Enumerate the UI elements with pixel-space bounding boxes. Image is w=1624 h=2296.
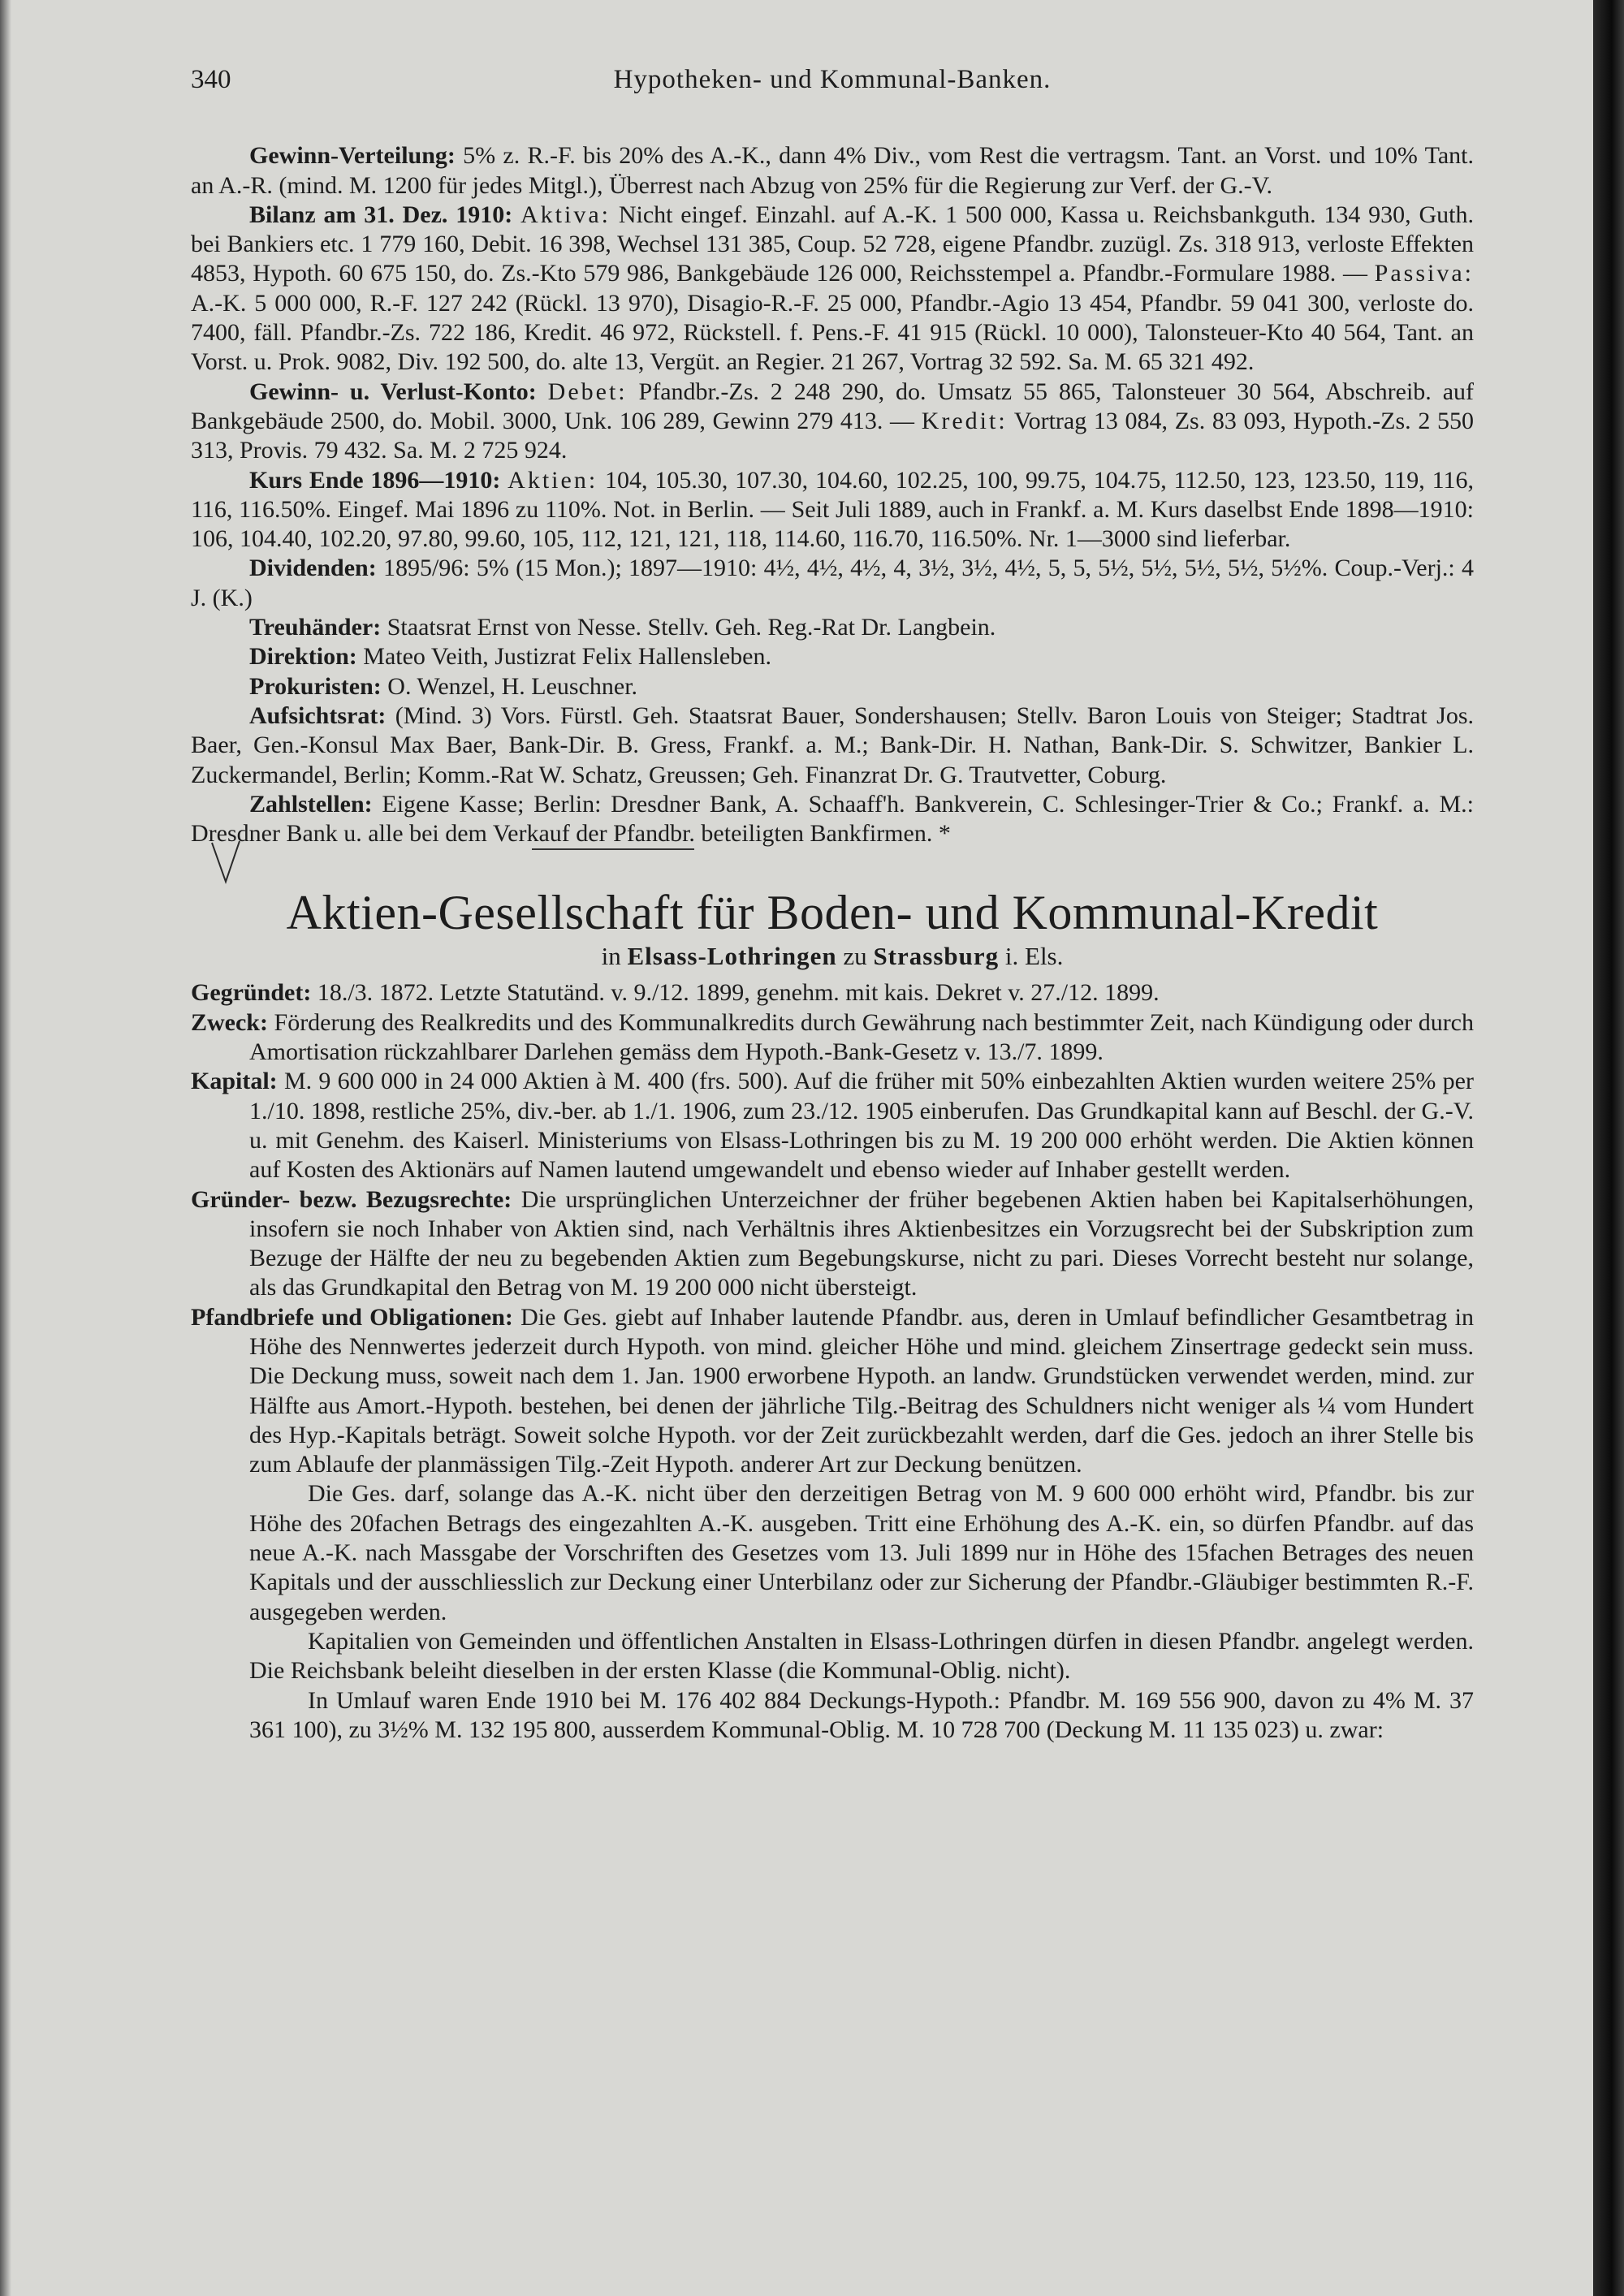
kapital-text: M. 9 600 000 in 24 000 Aktien à M. 400 (frs. 500). Auf die früher mit 50% einbezahlten Aktien wurden weitere 25% per 1./10. 1898, restliche 25%, div.-ber. ab 1./1. 1906, zum 23./12. 1905 einberufen. Das Grundkapital kann auf Beschl. der G.-V. u. mit Genehm. des Kaiserl. Ministeriums von Elsass-Lothringen bis zu M. 19 200 000 erhöht werden. Die Aktien können auf Kosten des Aktionärs auf Namen lautend umgewandelt und ebenso wieder auf Inhaber gestellt werden. — [249, 1068, 1474, 1184]
kapitalien-paragraph: Kapitalien von Gemeinden und öffentlichen Anstalten in Elsass-Lothringen dürfen in diesen Pfandbr. angelegt werden. Die Reichsbank beleiht dieselben in der ersten Klasse (die Kommunal-Oblig. nicht). — [249, 1627, 1474, 1685]
zahlstellen-text: Eigene Kasse; Berlin: Dresdner Bank, A. Schaaff'h. Bankverein, C. Schlesinger-Trier & Co.; Frankf. a. M.: Dresdner Bank u. alle bei dem Verkauf der Pfandbr. beteiligten Bankfirmen. * — [191, 790, 1474, 848]
pfandbriefe-text: Die Ges. giebt auf Inhaber lautende Pfandbr. aus, deren in Umlauf befindlicher Gesamtbetrag in Höhe des Nennwertes jederzeit durch Hypoth. von mind. gleicher Höhe und mind. gleichem Zinsertrage gedeckt sein muss. Die Deckung muss, soweit nach dem 1. Jan. 1900 erworbene Hypoth. an landw. Grundstücken verwendet werden, mind. zur Hälfte aus Amort.-Hypoth. bestehen, bei denen der jährliche Tilg.-Beitrag des Schuldners nicht weniger als ¼ vom Hundert des Hyp.-Kapitals beträgt. Soweit solche Hypoth. vor der Zeit zurückbezahlt werden, darf die Ges. jedoch an ihrer Stelle bis zum Ablaufe der planmässigen Tilg.-Zeit Hypoth. anderer Art zur Deckung benützen. — [249, 1303, 1475, 1478]
gewinn-verteilung-paragraph — [191, 141, 1474, 201]
aufsichtsrat-label: Aufsichtsrat: — [249, 701, 387, 729]
subtitle-region: Elsass-Lothringen — [627, 942, 837, 971]
subtitle-zu: zu — [836, 942, 874, 971]
dividenden-paragraph — [191, 554, 1474, 613]
section-separator — [191, 848, 1474, 850]
aufsichtsrat-paragraph — [191, 701, 1474, 790]
gegruendet-text: 18./3. 1872. Letzte Statutänd. v. 9./12. 1899, genehm. mit kais. Dekret v. 27./12. 1899. — [311, 979, 1160, 1007]
bilanz-paragraph — [191, 201, 1474, 378]
separator-rule — [532, 848, 694, 850]
gruender-text: Die ursprünglichen Unterzeichner der früher begebenen Aktien haben bei Kapitalserhöhungen, insofern sie noch Inhaber von Aktien sind, nach Verhältnis ihres Aktienbesitzes ein Vorzugsrecht bei der Subskription zum Bezuge der Hälfte der neu zu begebenden Aktien zum Begebungskurse, nicht zu pari. Dieses Vorrecht besteht nur solange, als das Grundkapital den Betrag von M. 19 200 000 nicht übersteigt. — [249, 1185, 1475, 1301]
zahlstellen-label: Zahlstellen: — [249, 790, 373, 818]
gegruendet-label: Gegründet: — [191, 979, 312, 1007]
gegruendet-paragraph — [191, 978, 1474, 1008]
umlauf-paragraph: In Umlauf waren Ende 1910 bei M. 176 402 884 Deckungs-Hypoth.: Pfandbr. M. 169 556 900, davon zu 4% M. 37 361 100), zu 3½% M. 132 195 800, ausserdem Kommunal-Oblig. M. 10 728 700 (Deckung M. 11 135 023) u. zwar: — [249, 1686, 1474, 1743]
page-number: 340 — [191, 65, 231, 94]
kurs-paragraph — [191, 466, 1474, 555]
zweck-text: Förderung des Realkredits und des Kommunalkredits durch Gewährung nach bestimmter Zeit, nach Kündigung oder durch Amortisation rückzahlbarer Darlehen gemäss dem Hypoth.-Bank-Gesetz v. 13./7. 1899. — [249, 1008, 1474, 1066]
company-subtitle — [191, 941, 1474, 972]
prokuristen-text: O. Wenzel, H. Leuschner. — [381, 672, 638, 700]
prokuristen-paragraph — [191, 672, 1474, 701]
running-title: Hypotheken- und Kommunal-Banken. — [613, 65, 1052, 94]
book-spine — [1593, 0, 1624, 2296]
kurs-label: Kurs Ende 1896—1910: — [249, 466, 501, 494]
direktion-label: Direktion: — [249, 643, 357, 671]
aktien-label: Aktien: — [508, 466, 598, 494]
gruender-label: Gründer- bezw. Bezugsrechte: — [191, 1185, 512, 1213]
treuhaender-paragraph — [191, 613, 1474, 642]
debet-label: Debet: — [547, 378, 628, 405]
aktiva-label: Aktiva: — [520, 201, 611, 228]
passiva-label: Passiva: — [1374, 260, 1474, 287]
dividenden-label: Dividenden: — [249, 555, 377, 582]
page-edge-shadow — [0, 0, 11, 2296]
page-header — [191, 65, 1474, 94]
direktion-paragraph — [191, 642, 1474, 671]
dividenden-text: 1895/96: 5% (15 Mon.); 1897—1910: 4½, 4½, 4½, 4, 3½, 3½, 4½, 5, 5, 5½, 5½, 5½, 5½, 5½%. Coup.-Verj.: 4 J. (K.) — [191, 555, 1474, 611]
gewinn-verlust-label: Gewinn- u. Verlust-Konto: — [249, 378, 537, 405]
prokuristen-label: Prokuristen: — [249, 672, 382, 700]
treuhaender-label: Treuhänder: — [249, 614, 382, 641]
page-content — [191, 65, 1474, 1745]
gruender-paragraph — [191, 1185, 1474, 1303]
emission-paragraph: Die Ges. darf, solange das A.-K. nicht über den derzeitigen Betrag von M. 9 600 000 erhöht wird, Pfandbr. bis zur Höhe des 20fachen Betrags des eingezahlten A.-K. ausgeben. Tritt eine Erhöhung des A.-K. ein, so dürfen Pfandbr. auf das neue A.-K. nach Massgabe der Vorschriften des Gesetzes vom 13. Juli 1899 nur in Höhe des 15fachen Betrages des neuen Kapitals und der ausschliesslich zur Deckung einer Unterbilanz oder zur Sicherung der Pfandbr.-Gläubiger bestimmten R.-F. ausgegeben werden. — [249, 1480, 1474, 1625]
kapital-label: Kapital: — [191, 1068, 278, 1095]
bilanz-label: Bilanz am 31. Dez. 1910: — [249, 201, 513, 228]
kurs-text: 104, 105.30, 107.30, 104.60, 102.25, 100, 99.75, 104.75, 112.50, 123, 123.50, 119, 116, 116, 116.50%. Eingef. Mai 1896 zu 110%. Not. in Berlin. — Seit Juli 1889, auch in Frankf. a. M. Kurs daselbst Ende 1898—1910: 106, 104.40, 102.20, 97.80, 99.60, 105, 112, 121, 121, 118, 114.60, 116.70, 116.50%. Nr. 1—3000 sind lieferbar. — [191, 466, 1474, 553]
aktiva-text: Nicht eingef. Einzahl. auf A.-K. 1 500 000, Kassa u. Reichsbankguth. 134 930, Guth. bei Bankiers etc. 1 779 160, Debit. 16 398, Wechsel 131 385, Coup. 52 728, eigene Pfandbr. zuzügl. Zs. 318 913, verloste Effekten 4853, Hypoth. 60 675 150, do. Zs.-Kto 579 986, Bankgebäude 126 000, Reichsstempel a. Pfandbr.-Formulare 1988. — — [191, 201, 1474, 287]
gewinn-verteilung-label: Gewinn-Verteilung: — [249, 142, 456, 170]
direktion-text: Mateo Veith, Justizrat Felix Hallensleben. — [356, 643, 771, 671]
gewinn-verteilung-text: 5% z. R.-F. bis 20% des A.-K., dann 4% Div., vom Rest die vertragsm. Tant. an Vorst. und 10% Tant. an A.-R. (mind. M. 1200 für jedes Mitgl.), Überrest nach Abzug von 25% für die Regierung zur Verf. der G.-V. — [191, 142, 1474, 199]
subtitle-city: Strassburg — [873, 942, 1000, 971]
subtitle-end: i. Els. — [999, 942, 1064, 971]
pfandbriefe-label: Pfandbriefe und Obligationen: — [191, 1303, 513, 1331]
gewinn-verlust-paragraph — [191, 378, 1474, 466]
kredit-label: Kredit: — [921, 407, 1008, 434]
zweck-paragraph — [191, 1008, 1474, 1068]
passiva-text: A.-K. 5 000 000, R.-F. 127 242 (Rückl. 13 970), Disagio-R.-F. 25 000, Pfandbr.-Agio 13 454, Pfandbr. 59 041 300, verloste do. 7400, fäll. Pfandbr.-Zs. 722 186, Kredit. 46 972, Rückstell. f. Pens.-F. 41 915 (Rückl. 10 000), Talonsteuer-Kto 40 564, Tant. an Vorst. u. Prok. 9082, Div. 192 500, do. alte 13, Vergüt. an Regier. 21 267, Vortrag 32 592. Sa. M. 65 321 492. — [191, 289, 1474, 376]
subtitle-in: in — [601, 942, 628, 971]
pfandbriefe-paragraph — [191, 1303, 1474, 1480]
zweck-label: Zweck: — [191, 1008, 268, 1036]
kapital-paragraph — [191, 1067, 1474, 1185]
company-title: Aktien-Gesellschaft für Boden- und Kommunal-Kredit — [286, 886, 1379, 940]
zahlstellen-paragraph — [191, 790, 1474, 849]
aufsichtsrat-text: (Mind. 3) Vors. Fürstl. Geh. Staatsrat Bauer, Sondershausen; Stellv. Baron Louis von Steiger; Stadtrat Jos. Baer, Gen.-Konsul Max Baer, Bank-Dir. B. Gress, Frankf. a. M.; Bank-Dir. H. Nathan, Bank-Dir. S. Schwitzer, Bankier L. Zuckermandel, Berlin; Komm.-Rat W. Schatz, Greussen; Geh. Finanzrat Dr. G. Trautvetter, Coburg. — [191, 701, 1474, 788]
debet-text: Pfandbr.-Zs. 2 248 290, do. Umsatz 55 865, Talonsteuer 30 564, Abschreib. auf Bankgebäude 2500, do. Mobil. 3000, Unk. 106 289, Gewinn 279 413. — — [191, 378, 1475, 434]
treuhaender-text: Staatsrat Ernst von Nesse. Stellv. Geh. Reg.-Rat Dr. Langbein. — [381, 614, 996, 641]
kredit-text: Vortrag 13 084, Zs. 83 093, Hypoth.-Zs. 2 550 313, Provis. 79 432. Sa. M. 2 725 924. — [191, 407, 1474, 464]
